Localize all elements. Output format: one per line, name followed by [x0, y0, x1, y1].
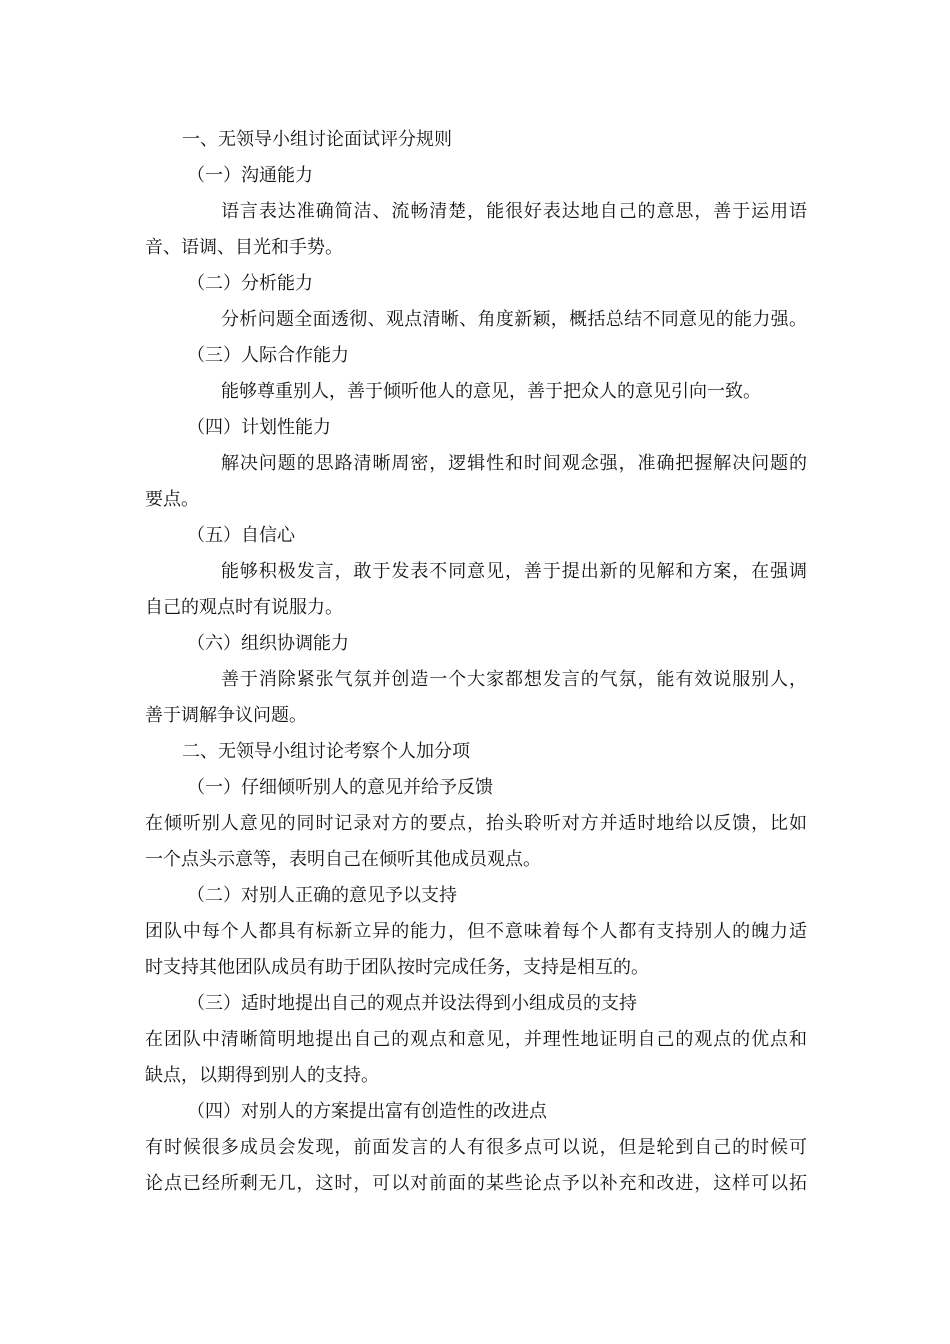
- paragraph-line: 团队中每个人都具有标新立异的能力，但不意味着每个人都有支持别人的魄力适: [145, 921, 807, 942]
- paragraph-line: 自己的观点时有说服力。: [145, 597, 343, 618]
- bonus-1-heading: （一）仔细倾听别人的意见并给予反馈: [187, 777, 493, 798]
- paragraph-line: 缺点，以期得到别人的支持。: [145, 1065, 379, 1086]
- paragraph-line: 语言表达准确简洁、流畅清楚，能很好表达地自己的意思，善于运用语: [221, 201, 807, 222]
- paragraph-line: 善于调解争议问题。: [145, 705, 307, 726]
- paragraph-line: 在倾听别人意见的同时记录对方的要点，抬头聆听对方并适时地给以反馈，比如: [145, 813, 807, 834]
- paragraph-line: 有时候很多成员会发现，前面发言的人有很多点可以说，但是轮到自己的时候可: [145, 1137, 807, 1158]
- item-6-heading: （六）组织协调能力: [187, 633, 349, 654]
- section-2-heading: 二、无领导小组讨论考察个人加分项: [182, 741, 470, 762]
- paragraph-line: 能够积极发言，敢于发表不同意见，善于提出新的见解和方案，在强调: [221, 561, 807, 582]
- bonus-2-heading: （二）对别人正确的意见予以支持: [187, 885, 457, 906]
- paragraph-line: 音、语调、目光和手势。: [145, 237, 343, 258]
- item-3-heading: （三）人际合作能力: [187, 345, 349, 366]
- paragraph-line: 在团队中清晰简明地提出自己的观点和意见，并理性地证明自己的观点的优点和: [145, 1029, 807, 1050]
- section-1-heading: 一、无领导小组讨论面试评分规则: [182, 129, 452, 150]
- paragraph-line: 时支持其他团队成员有助于团队按时完成任务，支持是相互的。: [145, 957, 649, 978]
- paragraph-line: 分析问题全面透彻、观点清晰、角度新颖，概括总结不同意见的能力强。: [221, 309, 807, 330]
- item-4-heading: （四）计划性能力: [187, 417, 331, 438]
- bonus-3-heading: （三）适时地提出自己的观点并设法得到小组成员的支持: [187, 993, 637, 1014]
- paragraph-line: 一个点头示意等，表明自己在倾听其他成员观点。: [145, 849, 541, 870]
- item-1-heading: （一）沟通能力: [187, 165, 313, 186]
- paragraph-line: 要点。: [145, 489, 199, 510]
- item-2-heading: （二）分析能力: [187, 273, 313, 294]
- bonus-4-heading: （四）对别人的方案提出富有创造性的改进点: [187, 1101, 547, 1122]
- paragraph-line: 善于消除紧张气氛并创造一个大家都想发言的气氛，能有效说服别人，: [221, 669, 807, 690]
- paragraph-line: 解决问题的思路清晰周密，逻辑性和时间观念强，准确把握解决问题的: [221, 453, 807, 474]
- paragraph-line: 论点已经所剩无几，这时，可以对前面的某些论点予以补充和改进，这样可以拓: [145, 1173, 807, 1194]
- item-5-heading: （五）自信心: [187, 525, 295, 546]
- paragraph-line: 能够尊重别人，善于倾听他人的意见，善于把众人的意见引向一致。: [221, 381, 761, 402]
